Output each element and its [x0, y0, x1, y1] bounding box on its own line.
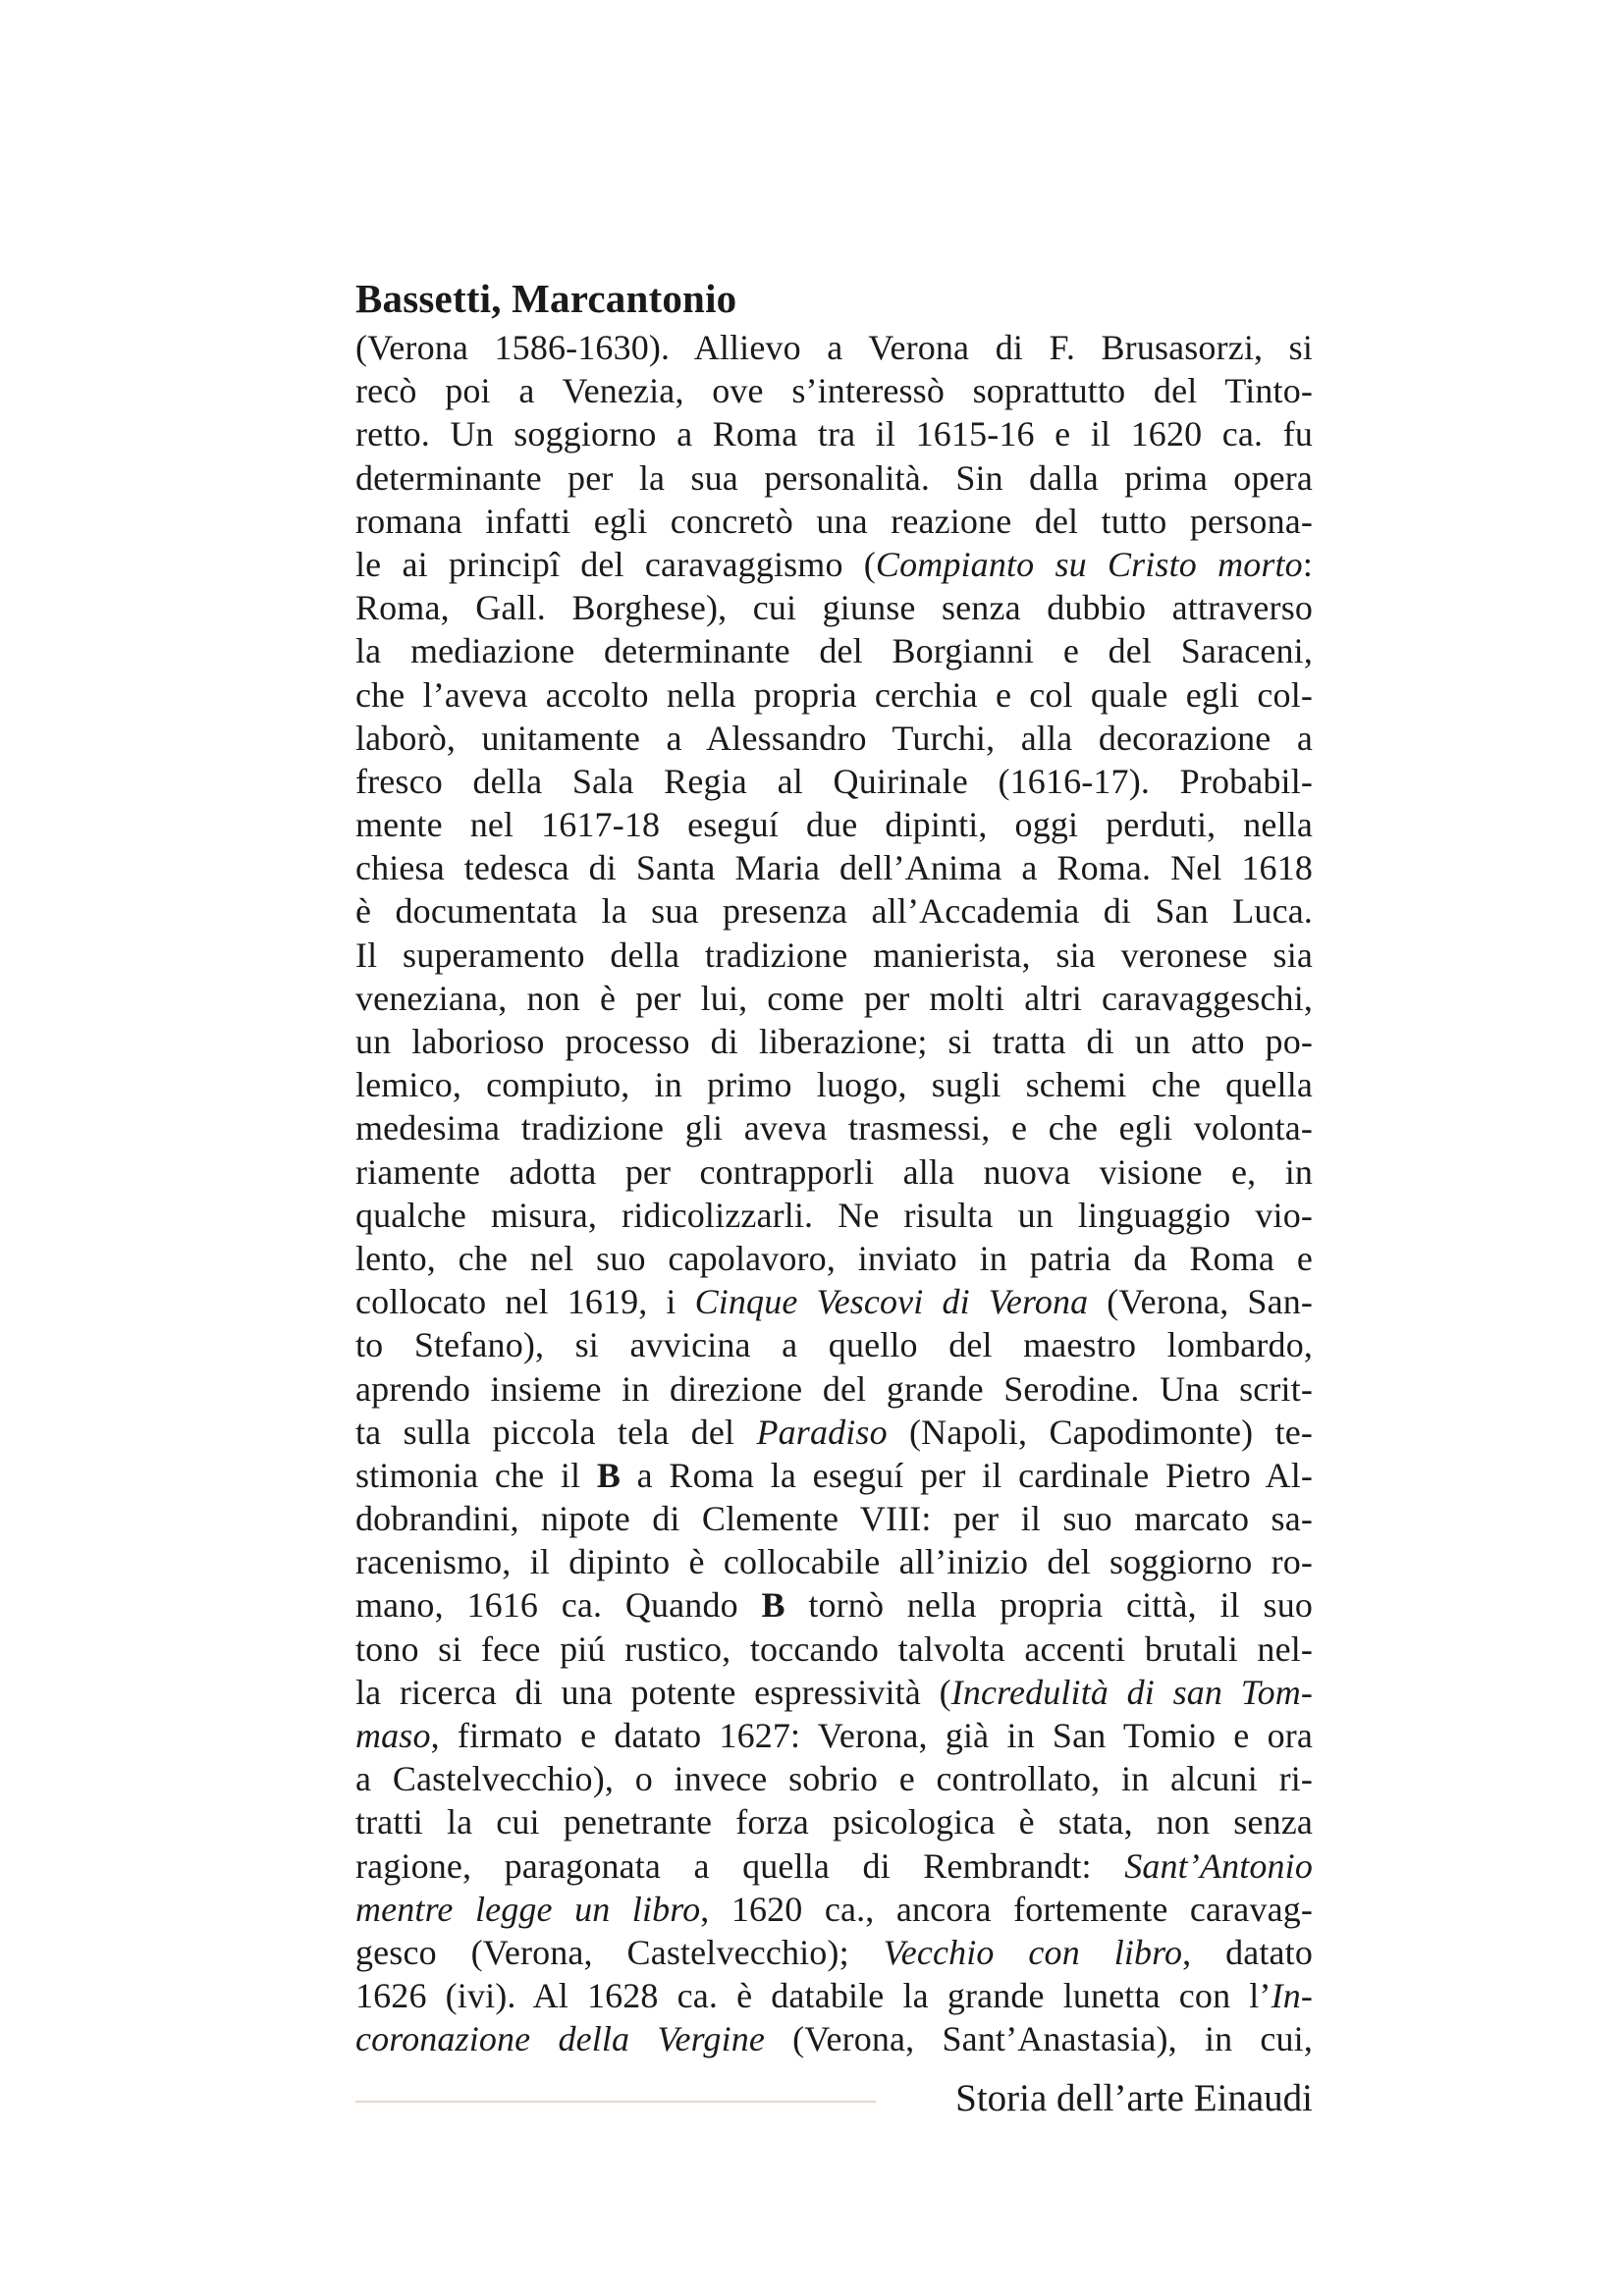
text-line: (Verona 1586-1630). Allievo a Verona di F. Brusasorzi, si — [355, 328, 1313, 367]
artist-abbreviation: B — [761, 1585, 785, 1626]
text-line: collocato nel 1619, i Cinque Vescovi di Verona (Verona, San- — [355, 1282, 1314, 1322]
text-line: è documentata la sua presenza all’Accademia di San Luca. — [355, 891, 1313, 932]
artwork-title: In- — [1271, 1976, 1313, 2016]
artwork-title: Paradiso — [756, 1412, 888, 1452]
page-footer — [355, 2069, 1313, 2128]
text-line: la mediazione determinante del Borgianni e del Saraceni, — [355, 631, 1313, 671]
text-line: maso, firmato e datato 1627: Verona, già in San Tomio e ora — [355, 1716, 1313, 1755]
text-line: Roma, Gall. Borghese), cui giunse senza dubbio attraverso — [355, 588, 1313, 628]
text-line: ragione, paragonata a quella di Rembrandt: Sant’Antonio — [355, 1845, 1313, 1886]
text-line: 1626 (ivi). Al 1628 ca. è databile la grande lunetta con l’In- — [355, 1976, 1313, 2016]
text-line: tono si fece piú rustico, toccando talvolta accenti brutali nel- — [355, 1629, 1313, 1669]
text-line: stimonia che il B a Roma la eseguí per il cardinale Pietro Al- — [355, 1455, 1313, 1495]
artwork-title: Vecchio con libro — [883, 1932, 1183, 1972]
text-line: lemico, compiuto, in primo luogo, sugli schemi che quella — [355, 1065, 1313, 1105]
text-line: dobrandini, nipote di Clemente VIII: per il suo marcato sa- — [355, 1499, 1313, 1539]
text-line: medesima tradizione gli aveva trasmessi, e che egli volonta- — [355, 1108, 1313, 1148]
artwork-title: Cinque Vescovi di Verona — [694, 1282, 1089, 1322]
artwork-title: mentre legge un libro — [355, 1889, 701, 1929]
text-line: la ricerca di una potente espressività (Incredulità di san Tom- — [355, 1672, 1314, 1712]
text-line: determinante per la sua personalità. Sin dalla prima opera — [355, 457, 1313, 498]
artwork-title: coronazione della Vergine — [355, 2019, 766, 2059]
text-line: laborò, unitamente a Alessandro Turchi, alla decorazione a — [355, 718, 1313, 758]
artwork-title: maso — [355, 1716, 431, 1755]
text-line: retto. Un soggiorno a Roma tra il 1615-16 e il 1620 ca. fu — [355, 414, 1313, 454]
text-line: le ai principî del caravaggismo (Compianto su Cristo morto: — [355, 544, 1313, 584]
encyclopedia-entry — [355, 273, 1313, 2061]
entry-body — [355, 326, 1313, 2061]
text-line: recò poi a Venezia, ove s’interessò soprattutto del Tinto- — [355, 371, 1313, 411]
entry-title: Bassetti, Marcantonio — [355, 276, 737, 321]
text-line: coronazione della Vergine (Verona, Sant’Anastasia), in cui, — [355, 2019, 1313, 2059]
text-line: lento, che nel suo capolavoro, inviato in patria da Roma e — [355, 1238, 1313, 1278]
footer-divider — [355, 2101, 876, 2103]
text-line: racenismo, il dipinto è collocabile all’inizio del soggiorno ro- — [355, 1542, 1313, 1582]
text-line: romana infatti egli concretò una reazione del tutto persona- — [355, 501, 1313, 541]
text-line: tratti la cui penetrante forza psicologica è stata, non senza — [355, 1802, 1313, 1842]
artwork-title: Compianto su Cristo morto — [875, 544, 1303, 584]
text-line: un laborioso processo di liberazione; si tratta di un atto po- — [355, 1022, 1313, 1061]
text-line: mente nel 1617-18 eseguí due dipinti, oggi perduti, nella — [355, 805, 1313, 845]
text-line: Il superamento della tradizione manierista, sia veronese sia — [355, 934, 1313, 975]
text-line: mano, 1616 ca. Quando B tornò nella propria città, il suo — [355, 1585, 1313, 1626]
text-line: qualche misura, ridicolizzarli. Ne risulta un linguaggio vio- — [355, 1195, 1313, 1235]
text-line: ta sulla piccola tela del Paradiso (Napoli, Capodimonte) te- — [355, 1412, 1313, 1452]
text-line: fresco della Sala Regia al Quirinale (1616-17). Probabil- — [355, 761, 1313, 801]
artist-abbreviation: B — [596, 1455, 622, 1495]
artwork-title: Sant’Antonio — [1124, 1845, 1313, 1886]
text-line: veneziana, non è per lui, come per molti altri caravaggeschi, — [355, 978, 1313, 1018]
text-line: chiesa tedesca di Santa Maria dell’Anima a Roma. Nel 1618 — [355, 848, 1313, 888]
text-line: a Castelvecchio), o invece sobrio e controllato, in alcuni ri- — [355, 1759, 1313, 1799]
text-line: che l’aveva accolto nella propria cerchia e col quale egli col- — [355, 674, 1313, 715]
text-line: gesco (Verona, Castelvecchio); Vecchio con libro, datato — [355, 1932, 1313, 1972]
text-line: aprendo insieme in direzione del grande Serodine. Una scrit- — [355, 1368, 1313, 1409]
text-line: to Stefano), si avvicina a quello del maestro lombardo, — [355, 1325, 1313, 1365]
publication-title: Storia dell’arte Einaudi — [955, 2077, 1313, 2119]
text-line: riamente adotta per contrapporli alla nuova visione e, in — [355, 1151, 1313, 1192]
artwork-title: Incredulità di san Tom- — [950, 1672, 1314, 1712]
text-line: mentre legge un libro, 1620 ca., ancora fortemente caravag- — [355, 1889, 1314, 1929]
